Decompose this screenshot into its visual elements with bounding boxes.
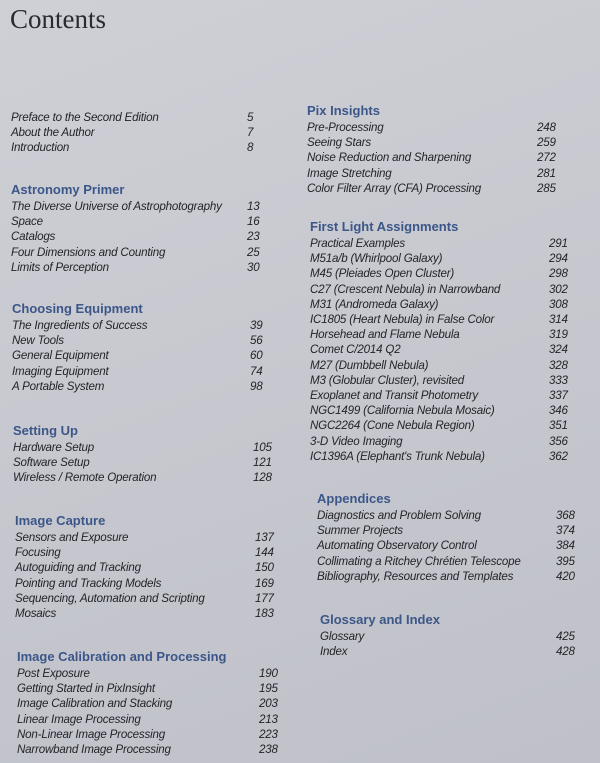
entry-page-number: 213 bbox=[259, 712, 278, 726]
entry-page-number: 294 bbox=[549, 252, 568, 266]
toc-entry bbox=[17, 712, 285, 727]
entry-page-number: 291 bbox=[549, 237, 568, 250]
toc-entry bbox=[310, 282, 575, 297]
toc-entry bbox=[11, 214, 273, 229]
entry-title: A Portable System bbox=[12, 379, 105, 393]
toc-entry bbox=[307, 120, 563, 135]
entry-title: Sequencing, Automation and Scripting bbox=[15, 591, 205, 605]
toc-entry bbox=[310, 236, 575, 251]
page-title: Contents bbox=[10, 4, 107, 34]
entry-page-number: 374 bbox=[556, 524, 575, 538]
section-heading: Image Capture bbox=[15, 513, 106, 528]
entry-title: M31 (Andromeda Galaxy) bbox=[310, 297, 439, 311]
entry-page-number: 60 bbox=[250, 349, 263, 363]
entry-title: Color Filter Array (CFA) Processing bbox=[307, 181, 482, 195]
entry-title: Horsehead and Flame Nebula bbox=[310, 328, 460, 342]
toc-entry bbox=[11, 260, 273, 275]
entry-page-number: 362 bbox=[549, 449, 568, 463]
entry-title: Getting Started in PixInsight bbox=[17, 682, 155, 696]
entry-title: Narrowband Image Processing bbox=[17, 743, 171, 757]
entry-page-number: 223 bbox=[259, 727, 278, 741]
toc-section bbox=[317, 491, 582, 584]
toc-entry bbox=[317, 538, 582, 553]
entry-title: New Tools bbox=[12, 334, 64, 348]
toc-entry bbox=[310, 327, 575, 342]
toc-entry bbox=[307, 181, 563, 196]
entry-title: Practical Examples bbox=[310, 237, 405, 250]
entry-page-number: 428 bbox=[556, 645, 575, 659]
entry-title: The Ingredients of Success bbox=[12, 319, 148, 332]
toc-entry bbox=[11, 125, 273, 140]
toc-entry bbox=[310, 266, 575, 281]
toc-entry bbox=[307, 135, 563, 150]
toc-section bbox=[307, 103, 563, 196]
entry-title: Seeing Stars bbox=[307, 136, 371, 150]
section-heading: Glossary and Index bbox=[320, 612, 440, 627]
entry-title: NGC2264 (Cone Nebula Region) bbox=[310, 419, 475, 433]
entry-title: Space bbox=[11, 215, 43, 229]
toc-entry bbox=[310, 449, 575, 464]
entry-page-number: 128 bbox=[253, 471, 272, 485]
toc-entry bbox=[15, 576, 281, 591]
toc-entry bbox=[12, 364, 276, 379]
toc-entry bbox=[15, 606, 281, 621]
entry-page-number: 150 bbox=[255, 561, 274, 575]
section-heading: Setting Up bbox=[13, 423, 78, 438]
entry-page-number: 272 bbox=[537, 151, 556, 165]
entry-page-number: 5 bbox=[247, 111, 254, 124]
entry-title: Image Calibration and Stacking bbox=[17, 697, 173, 711]
toc-entry bbox=[310, 418, 575, 433]
toc-section bbox=[320, 612, 582, 659]
toc-entry bbox=[317, 554, 582, 569]
entry-page-number: 368 bbox=[556, 509, 575, 522]
entry-title: M27 (Dumbbell Nebula) bbox=[310, 358, 429, 372]
entry-title: Image Stretching bbox=[307, 166, 392, 180]
toc-entry bbox=[310, 373, 575, 388]
section-heading: Image Calibration and Processing bbox=[17, 649, 227, 664]
entry-title: Diagnostics and Problem Solving bbox=[317, 509, 481, 522]
toc-entry bbox=[17, 742, 285, 757]
entry-page-number: 144 bbox=[255, 546, 274, 560]
entry-page-number: 333 bbox=[549, 373, 568, 387]
entry-page-number: 74 bbox=[250, 364, 263, 378]
entry-page-number: 195 bbox=[259, 682, 278, 696]
toc-section bbox=[15, 513, 281, 621]
entry-title: Autoguiding and Tracking bbox=[15, 561, 141, 575]
entry-title: 3-D Video Imaging bbox=[310, 434, 403, 448]
entry-title: Sensors and Exposure bbox=[15, 531, 129, 544]
entry-page-number: 337 bbox=[549, 389, 568, 403]
toc-entry bbox=[15, 530, 281, 545]
entry-page-number: 13 bbox=[247, 200, 260, 213]
section-heading: First Light Assignments bbox=[310, 219, 459, 234]
toc-entry bbox=[317, 569, 582, 584]
entry-page-number: 420 bbox=[556, 569, 575, 583]
entry-title: Comet C/2014 Q2 bbox=[310, 343, 401, 357]
entry-title: Software Setup bbox=[13, 456, 90, 470]
toc-entry bbox=[317, 508, 582, 523]
toc-entry bbox=[17, 666, 285, 681]
entry-page-number: 16 bbox=[247, 215, 260, 229]
entry-title: C27 (Crescent Nebula) in Narrowband bbox=[310, 282, 501, 296]
entry-page-number: 328 bbox=[549, 358, 568, 372]
entry-title: Non-Linear Image Processing bbox=[17, 727, 165, 741]
entry-page-number: 395 bbox=[556, 554, 575, 568]
toc-entry bbox=[17, 696, 285, 711]
entry-title: Four Dimensions and Counting bbox=[11, 245, 166, 259]
entry-page-number: 177 bbox=[255, 591, 274, 605]
entry-title: Wireless / Remote Operation bbox=[13, 471, 157, 485]
entry-title: Pointing and Tracking Models bbox=[15, 576, 162, 590]
toc-entry bbox=[12, 318, 276, 333]
entry-title: Limits of Perception bbox=[11, 260, 109, 274]
entry-page-number: 259 bbox=[537, 136, 556, 150]
toc-entry bbox=[13, 470, 279, 485]
entry-page-number: 203 bbox=[259, 697, 278, 711]
entry-title: Imaging Equipment bbox=[12, 364, 109, 378]
entry-title: Index bbox=[320, 645, 348, 659]
entry-title: NGC1499 (California Nebula Mosaic) bbox=[310, 404, 495, 418]
entry-page-number: 8 bbox=[247, 141, 254, 155]
entry-title: Collimating a Ritchey Chrétien Telescope bbox=[317, 554, 521, 568]
toc-entry bbox=[310, 358, 575, 373]
toc-entry bbox=[11, 229, 273, 244]
entry-page-number: 190 bbox=[259, 667, 278, 680]
toc-entry bbox=[11, 140, 273, 155]
entry-title: Glossary bbox=[320, 630, 365, 643]
entry-title: IC1396A (Elephant's Trunk Nebula) bbox=[310, 449, 485, 463]
entry-title: Introduction bbox=[11, 141, 70, 155]
entry-page-number: 356 bbox=[549, 434, 568, 448]
entry-page-number: 285 bbox=[537, 181, 556, 195]
entry-title: Preface to the Second Edition bbox=[11, 111, 159, 124]
toc-section bbox=[11, 182, 273, 275]
entry-page-number: 30 bbox=[247, 260, 260, 274]
toc-entry bbox=[310, 297, 575, 312]
toc-entry bbox=[307, 166, 563, 181]
entry-title: Linear Image Processing bbox=[17, 712, 141, 726]
entry-page-number: 56 bbox=[250, 334, 263, 348]
toc-entry bbox=[317, 523, 582, 538]
entry-title: Focusing bbox=[15, 546, 61, 560]
toc-entry bbox=[12, 333, 276, 348]
entry-page-number: 7 bbox=[247, 126, 254, 140]
entry-title: General Equipment bbox=[12, 349, 109, 363]
toc-section bbox=[12, 301, 276, 394]
entry-title: Mosaics bbox=[15, 607, 57, 621]
toc-entry bbox=[15, 545, 281, 560]
entry-page-number: 238 bbox=[259, 743, 278, 757]
toc-entry bbox=[11, 110, 273, 125]
toc-section bbox=[310, 219, 575, 464]
toc-entry bbox=[13, 455, 279, 470]
entry-title: Post Exposure bbox=[17, 667, 90, 680]
entry-page-number: 121 bbox=[253, 456, 272, 470]
entry-title: Exoplanet and Transit Photometry bbox=[310, 389, 479, 403]
entry-title: Hardware Setup bbox=[13, 441, 94, 454]
entry-page-number: 298 bbox=[549, 267, 568, 281]
entry-page-number: 308 bbox=[549, 297, 568, 311]
toc-entry bbox=[12, 348, 276, 363]
entry-title: Bibliography, Resources and Templates bbox=[317, 569, 514, 583]
entry-page-number: 23 bbox=[247, 230, 260, 244]
section-heading: Appendices bbox=[317, 491, 391, 506]
section-heading: Astronomy Primer bbox=[11, 182, 125, 197]
entry-page-number: 169 bbox=[255, 576, 274, 590]
toc-entry bbox=[11, 245, 273, 260]
toc-entry bbox=[13, 440, 279, 455]
entry-title: Catalogs bbox=[11, 230, 56, 244]
entry-page-number: 351 bbox=[549, 419, 568, 433]
toc-entry bbox=[310, 312, 575, 327]
entry-page-number: 137 bbox=[255, 531, 274, 544]
entry-title: Summer Projects bbox=[317, 524, 403, 538]
toc-entry bbox=[307, 150, 563, 165]
entry-title: The Diverse Universe of Astrophotography bbox=[11, 200, 222, 213]
toc-entry bbox=[310, 388, 575, 403]
entry-title: IC1805 (Heart Nebula) in False Color bbox=[310, 313, 495, 327]
entry-title: M3 (Globular Cluster), revisited bbox=[310, 373, 465, 387]
toc-entry bbox=[15, 560, 281, 575]
entry-title: About the Author bbox=[11, 126, 95, 140]
entry-page-number: 314 bbox=[549, 313, 568, 327]
entry-page-number: 39 bbox=[250, 319, 263, 332]
entry-title: Pre-Processing bbox=[307, 121, 384, 134]
toc-entry bbox=[15, 591, 281, 606]
entry-page-number: 183 bbox=[255, 607, 274, 621]
entry-page-number: 319 bbox=[549, 328, 568, 342]
toc-section bbox=[13, 423, 279, 486]
entry-page-number: 281 bbox=[537, 166, 556, 180]
entry-page-number: 425 bbox=[556, 630, 575, 643]
toc-entry bbox=[310, 434, 575, 449]
section-heading: Pix Insights bbox=[307, 103, 380, 118]
toc-entry bbox=[320, 629, 582, 644]
entry-page-number: 98 bbox=[250, 379, 263, 393]
toc-section bbox=[17, 649, 285, 757]
entry-page-number: 324 bbox=[549, 343, 568, 357]
entry-page-number: 25 bbox=[247, 245, 260, 259]
toc-entry bbox=[11, 199, 273, 214]
entry-title: M45 (Pleiades Open Cluster) bbox=[310, 267, 455, 281]
toc-entry bbox=[310, 403, 575, 418]
toc-entry bbox=[310, 251, 575, 266]
toc-entry bbox=[320, 644, 582, 659]
toc-section bbox=[11, 110, 273, 156]
section-heading: Choosing Equipment bbox=[12, 301, 143, 316]
entry-page-number: 248 bbox=[537, 121, 556, 134]
entry-page-number: 384 bbox=[556, 539, 575, 553]
entry-title: M51a/b (Whirlpool Galaxy) bbox=[310, 252, 443, 266]
toc-entry bbox=[310, 342, 575, 357]
toc-entry bbox=[12, 379, 276, 394]
entry-page-number: 105 bbox=[253, 441, 272, 454]
entry-page-number: 302 bbox=[549, 282, 568, 296]
toc-entry bbox=[17, 681, 285, 696]
entry-title: Noise Reduction and Sharpening bbox=[307, 151, 472, 165]
entry-title: Automating Observatory Control bbox=[317, 539, 477, 553]
toc-entry bbox=[17, 727, 285, 742]
entry-page-number: 346 bbox=[549, 404, 568, 418]
